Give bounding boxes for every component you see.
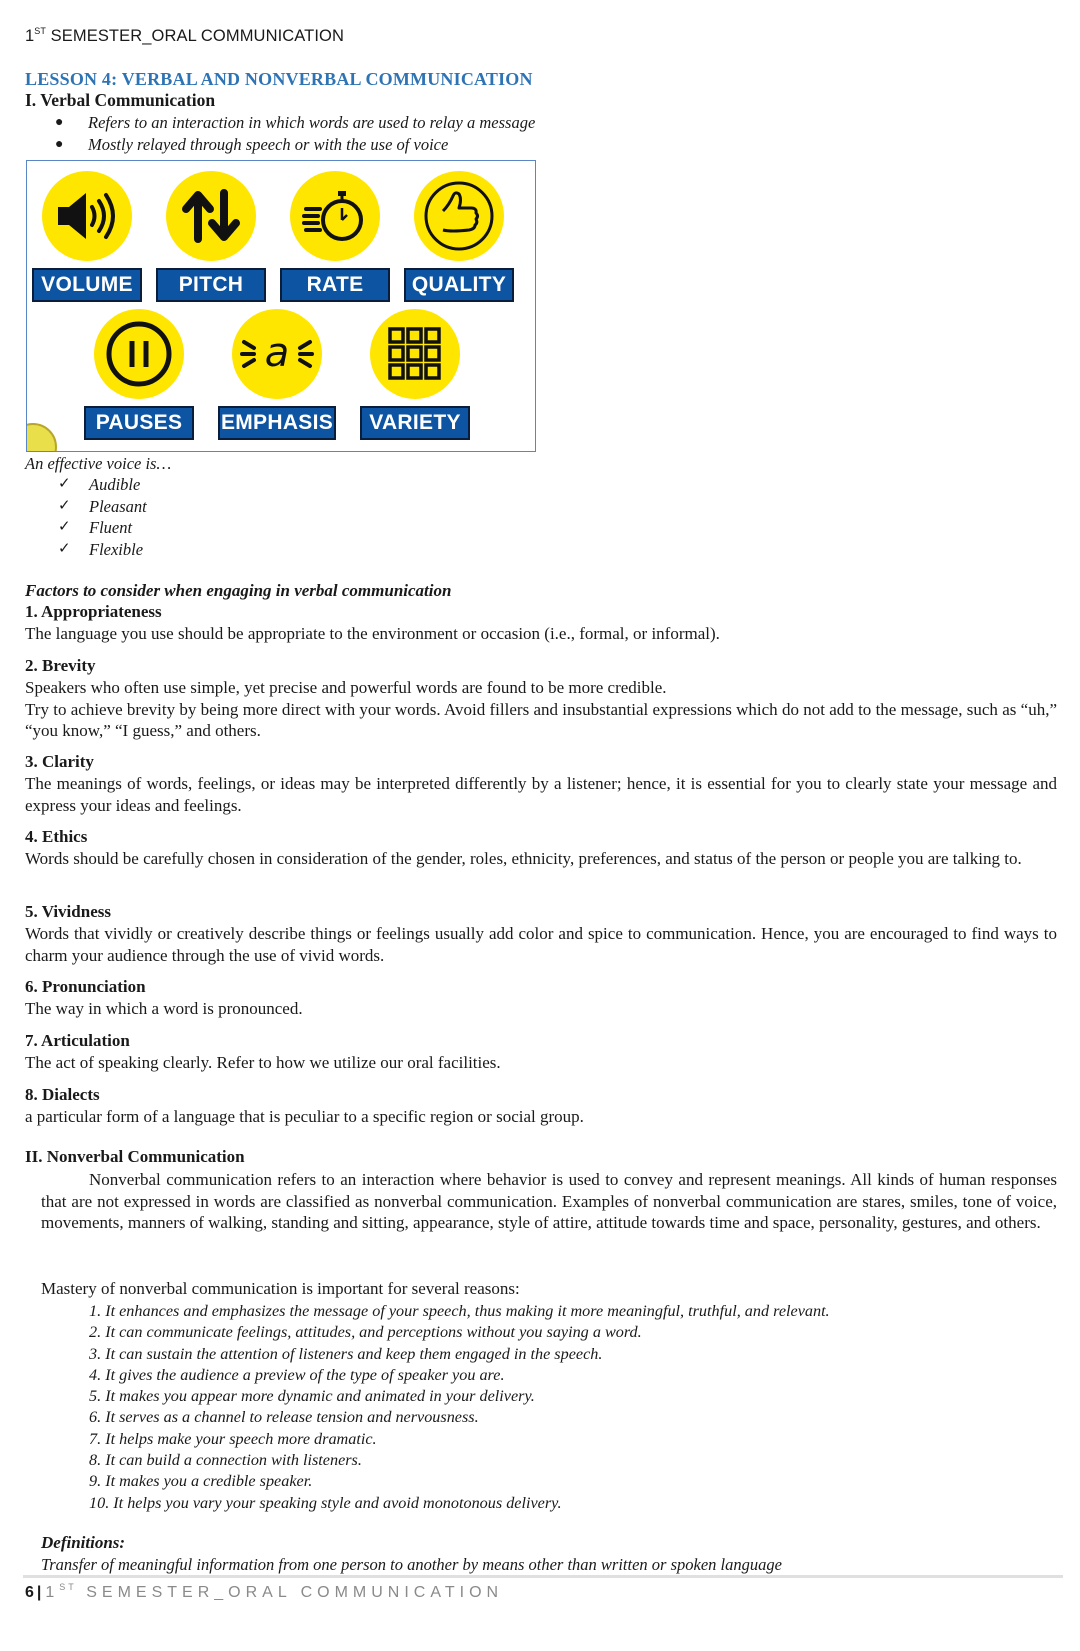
list-item: 2. It can communicate feelings, attitudes, and perceptions without you saying a word. [89, 1323, 642, 1342]
factor-brevity [25, 655, 1057, 742]
stopwatch-icon [290, 171, 380, 261]
tile-label: PITCH [156, 268, 266, 302]
tile-variety [359, 309, 471, 440]
factor-text: Speakers who often use simple, yet precise and powerful words are found to be more credible. [25, 678, 667, 697]
footer-divider [23, 1575, 1063, 1578]
checkmark-icon: ✓ [58, 519, 71, 535]
list-item: 10. It helps you vary your speaking style and avoid monotonous delivery. [89, 1493, 562, 1512]
factor-text-2: Try to achieve brevity by being more direct with your words. Avoid fillers and insubstantial expressions which do not add to the message, such as “uh,” “you know,” “I guess,” and others. [25, 699, 1057, 740]
factor-heading: 7. Articulation [25, 1031, 130, 1050]
checkmark-icon: ✓ [58, 540, 71, 557]
tile-quality [403, 171, 515, 302]
page-number: 6 [25, 1584, 34, 1601]
tile-pitch [155, 171, 267, 302]
factor-text: a particular form of a language that is peculiar to a specific region or social group. [25, 1107, 584, 1126]
page-header [25, 26, 344, 46]
up-down-arrows-icon [166, 171, 256, 261]
reasons-list [89, 1301, 830, 1514]
factor-text: Words that vividly or creatively describe things or feelings usually add color and spice to communication. Hence, you are encouraged to find ways to charm your audience through the use of vivid words. [25, 924, 1057, 965]
voice-elements-figure [26, 160, 536, 452]
tile-label: PAUSES [84, 406, 194, 440]
grid-icon [370, 309, 460, 399]
nonverbal-paragraph: Nonverbal communication refers to an interaction where behavior is used to convey and represent meanings. All kinds of human responses that are not expressed in words are classified as nonverbal communication. Examples of nonverbal communication are stares, smiles, tone of voice, movements, manners of walking, standing and sitting, appearance, style of attire, attitude towards time and space, personality, gestures, and others. [41, 1170, 1057, 1233]
thumbs-up-icon [414, 171, 504, 261]
factor-heading: 3. Clarity [25, 752, 94, 771]
mastery-title: Mastery of nonverbal communication is important for several reasons: [41, 1279, 520, 1298]
lesson-title: LESSON 4: VERBAL AND NONVERBAL COMMUNICATION [25, 69, 533, 89]
list-item: 7. It helps make your speech more dramatic. [89, 1429, 377, 1448]
checkmark-icon: ✓ [58, 497, 71, 514]
footer-separator: | [36, 1584, 42, 1601]
factor-heading: 2. Brevity [25, 656, 96, 675]
effective-voice-list [58, 474, 147, 560]
verbal-bullet-list [55, 112, 535, 156]
factor-appropriateness [25, 601, 1057, 645]
factors-title: Factors to consider when engaging in verbal communication [25, 581, 452, 600]
effective-voice-title: An effective voice is… [25, 454, 172, 473]
header-title: SEMESTER_ORAL COMMUNICATION [45, 27, 344, 45]
tile-label: QUALITY [404, 268, 514, 302]
list-item: 9. It makes you a credible speaker. [89, 1472, 313, 1491]
factor-heading: 8. Dialects [25, 1085, 100, 1104]
section-heading-nonverbal: II. Nonverbal Communication [25, 1147, 245, 1166]
school-seal-icon [26, 423, 57, 452]
list-item: ● Mostly relayed through speech or with the use of voice [55, 135, 449, 154]
svg-text:a: a [264, 330, 290, 376]
factor-text: The language you use should be appropriate to the environment or occasion (i.e., formal, or informal). [25, 624, 720, 643]
tile-rate [279, 171, 391, 302]
tile-label: EMPHASIS [218, 406, 336, 440]
factor-dialects [25, 1084, 1057, 1128]
factor-vividness [25, 901, 1057, 966]
factor-heading: 5. Vividness [25, 902, 111, 921]
factor-heading: 6. Pronunciation [25, 977, 146, 996]
checkmark-icon: ✓ [58, 476, 71, 492]
tile-volume [31, 171, 143, 302]
definitions-title: Definitions: [41, 1533, 126, 1552]
list-item: 3. It can sustain the attention of listeners and keep them engaged in the speech. [89, 1344, 603, 1363]
tile-emphasis [221, 309, 333, 440]
list-item: ✓ Flexible [58, 539, 144, 559]
factor-heading: 4. Ethics [25, 827, 88, 846]
header-prefix: 1 [25, 27, 35, 45]
list-item: 6. It serves as a channel to release tension and nervousness. [89, 1408, 479, 1427]
list-item: ✓ Pleasant [58, 496, 147, 516]
list-item: 5. It makes you appear more dynamic and animated in your delivery. [89, 1387, 535, 1406]
definitions-text: Transfer of meaningful information from one person to another by means other than written or spoken language [41, 1555, 782, 1574]
tile-label: VARIETY [360, 406, 470, 440]
pause-icon [94, 309, 184, 399]
tile-pauses [83, 309, 195, 440]
emphasis-a-icon [232, 309, 322, 399]
factor-text: The way in which a word is pronounced. [25, 999, 303, 1018]
factor-ethics [25, 826, 1057, 870]
list-item: ● Refers to an interaction in which words are used to relay a message [55, 113, 536, 132]
list-item: ✓ Audible [58, 475, 141, 494]
list-item: 8. It can build a connection with listeners. [89, 1451, 362, 1470]
list-item: 1. It enhances and emphasizes the message of your speech, thus making it more meaningful, truthful, and relevant. [89, 1302, 830, 1320]
factor-text: The act of speaking clearly. Refer to how we utilize our oral facilities. [25, 1053, 501, 1072]
factor-articulation [25, 1030, 1057, 1074]
tile-label: VOLUME [32, 268, 142, 302]
list-item: ✓ Fluent [58, 518, 133, 537]
factor-text: Words should be carefully chosen in consideration of the gender, roles, ethnicity, preferences, and status of the person or people you are talking to. [25, 849, 1022, 868]
factor-text: The meanings of words, feelings, or ideas may be interpreted differently by a listener; hence, it is essential for you to clearly state your message and express your ideas and feelings. [25, 774, 1057, 815]
section-heading-verbal: I. Verbal Communication [25, 90, 216, 110]
bullet-icon: ● [55, 115, 64, 130]
speaker-icon [42, 171, 132, 261]
factor-pronunciation [25, 976, 1057, 1020]
header-superscript: ST [34, 26, 46, 36]
list-item: 4. It gives the audience a preview of the type of speaker you are. [89, 1365, 505, 1384]
factor-clarity [25, 751, 1057, 816]
tile-label: RATE [280, 268, 390, 302]
bullet-icon: ● [55, 137, 64, 152]
footer-title: 1ST SEMESTER_ORAL COMMUNICATION [45, 1582, 504, 1601]
page-footer [25, 1582, 503, 1602]
factor-heading: 1. Appropriateness [25, 602, 162, 621]
